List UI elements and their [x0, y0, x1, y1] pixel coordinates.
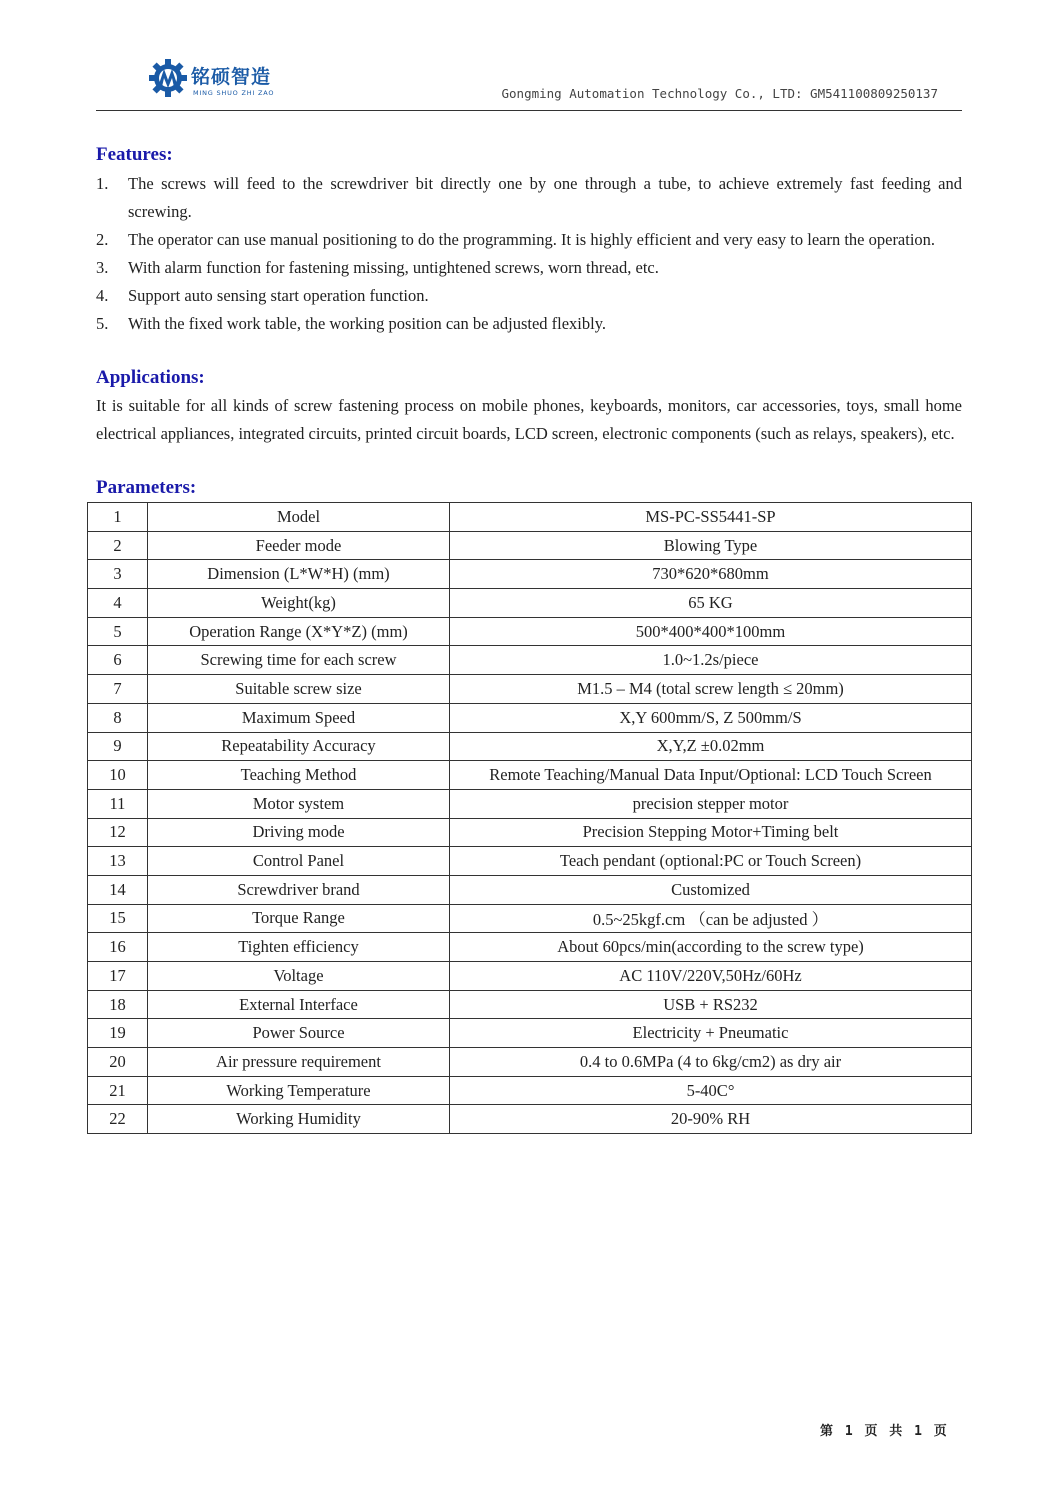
param-name-cell: Operation Range (X*Y*Z) (mm) — [148, 617, 450, 646]
param-number-cell: 5 — [88, 617, 148, 646]
param-number-cell: 13 — [88, 847, 148, 876]
param-name-cell: Air pressure requirement — [148, 1048, 450, 1077]
param-number-cell: 1 — [88, 503, 148, 532]
param-name-cell: External Interface — [148, 990, 450, 1019]
param-value-cell: 500*400*400*100mm — [450, 617, 972, 646]
table-row — [88, 818, 972, 847]
param-name-cell: Control Panel — [148, 847, 450, 876]
gear-logo-icon — [148, 58, 188, 98]
param-number-cell: 7 — [88, 675, 148, 704]
param-number-cell: 15 — [88, 904, 148, 933]
param-value-cell: AC 110V/220V,50Hz/60Hz — [450, 962, 972, 991]
feature-item — [96, 282, 962, 310]
param-value-cell: X,Y 600mm/S, Z 500mm/S — [450, 703, 972, 732]
param-number-cell: 14 — [88, 875, 148, 904]
parameters-heading: Parameters: — [96, 477, 197, 498]
param-name-cell: Working Temperature — [148, 1076, 450, 1105]
feature-number: 2. — [96, 230, 109, 249]
param-value-cell: precision stepper motor — [450, 789, 972, 818]
feature-number: 3. — [96, 258, 109, 277]
param-number-cell: 8 — [88, 703, 148, 732]
param-value-cell: Electricity + Pneumatic — [450, 1019, 972, 1048]
param-number-cell: 22 — [88, 1105, 148, 1134]
table-row — [88, 503, 972, 532]
table-row — [88, 703, 972, 732]
param-number-cell: 11 — [88, 789, 148, 818]
feature-item — [96, 254, 962, 282]
param-number-cell: 2 — [88, 531, 148, 560]
param-value-cell: MS-PC-SS5441-SP — [450, 503, 972, 532]
table-row — [88, 990, 972, 1019]
table-row — [88, 847, 972, 876]
logo-pinyin-name: MING SHUO ZHI ZAO — [193, 89, 275, 97]
table-row — [88, 789, 972, 818]
feature-text: The screws will feed to the screwdriver bit directly one by one through a tube, to achieve extremely fast feeding and screwing. — [128, 174, 962, 221]
param-name-cell: Tighten efficiency — [148, 933, 450, 962]
applications-heading: Applications: — [96, 367, 205, 388]
table-row — [88, 675, 972, 704]
param-name-cell: Voltage — [148, 962, 450, 991]
param-name-cell: Weight(kg) — [148, 589, 450, 618]
feature-number: 1. — [96, 174, 109, 193]
param-value-cell: 5-40C° — [450, 1076, 972, 1105]
table-row — [88, 732, 972, 761]
param-number-cell: 17 — [88, 962, 148, 991]
table-row — [88, 617, 972, 646]
param-value-cell: 730*620*680mm — [450, 560, 972, 589]
company-name: Gongming Automation Technology Co., LTD: GM541100809250137 — [501, 86, 938, 101]
feature-text: With the fixed work table, the working position can be adjusted flexibly. — [128, 314, 607, 333]
param-name-cell: Torque Range — [148, 904, 450, 933]
feature-text: The operator can use manual positioning to do the programming. It is highly efficient and very easy to learn the operation. — [128, 230, 936, 249]
param-value-cell: Precision Stepping Motor+Timing belt — [450, 818, 972, 847]
table-row — [88, 962, 972, 991]
applications-text: It is suitable for all kinds of screw fastening process on mobile phones, keyboards, monitors, car accessories, toys, small home electrical appliances, integrated circuits, printed circuit boards, LCD screen, electronic components (such as relays, speakers), etc. — [96, 396, 962, 443]
feature-item — [96, 226, 962, 254]
table-row — [88, 1019, 972, 1048]
table-row — [88, 1105, 972, 1134]
table-row — [88, 1048, 972, 1077]
table-row — [88, 1076, 972, 1105]
param-number-cell: 21 — [88, 1076, 148, 1105]
param-value-cell: X,Y,Z ±0.02mm — [450, 732, 972, 761]
feature-number: 5. — [96, 314, 109, 333]
param-name-cell: Screwing time for each screw — [148, 646, 450, 675]
param-value-cell: Remote Teaching/Manual Data Input/Optional: LCD Touch Screen — [450, 761, 972, 790]
param-number-cell: 6 — [88, 646, 148, 675]
table-row — [88, 875, 972, 904]
feature-text: With alarm function for fastening missing, untightened screws, worn thread, etc. — [128, 258, 659, 277]
param-value-cell: USB + RS232 — [450, 990, 972, 1019]
param-value-cell: 65 KG — [450, 589, 972, 618]
param-number-cell: 16 — [88, 933, 148, 962]
param-name-cell: Suitable screw size — [148, 675, 450, 704]
table-row — [88, 933, 972, 962]
param-number-cell: 4 — [88, 589, 148, 618]
logo-chinese-name: 铭硕智造 — [191, 66, 272, 88]
table-row — [88, 646, 972, 675]
param-name-cell: Driving mode — [148, 818, 450, 847]
param-value-cell: Customized — [450, 875, 972, 904]
param-value-cell: 0.4 to 0.6MPa (4 to 6kg/cm2) as dry air — [450, 1048, 972, 1077]
param-value-cell: M1.5 – M4 (total screw length ≤ 20mm) — [450, 675, 972, 704]
table-row — [88, 560, 972, 589]
param-name-cell: Model — [148, 503, 450, 532]
param-number-cell: 19 — [88, 1019, 148, 1048]
param-value-cell: 20-90% RH — [450, 1105, 972, 1134]
param-name-cell: Power Source — [148, 1019, 450, 1048]
param-value-cell: 0.5~25kgf.cm （can be adjusted ） — [450, 904, 972, 933]
param-name-cell: Working Humidity — [148, 1105, 450, 1134]
param-number-cell: 12 — [88, 818, 148, 847]
feature-number: 4. — [96, 286, 109, 305]
feature-text: Support auto sensing start operation function. — [128, 286, 429, 305]
param-number-cell: 3 — [88, 560, 148, 589]
features-list — [96, 170, 962, 338]
param-name-cell: Maximum Speed — [148, 703, 450, 732]
parameters-table — [87, 502, 972, 1134]
table-row — [88, 531, 972, 560]
table-row — [88, 761, 972, 790]
param-number-cell: 18 — [88, 990, 148, 1019]
page-header — [96, 52, 962, 111]
param-name-cell: Repeatability Accuracy — [148, 732, 450, 761]
param-value-cell: Teach pendant (optional:PC or Touch Screen) — [450, 847, 972, 876]
param-name-cell: Screwdriver brand — [148, 875, 450, 904]
param-name-cell: Motor system — [148, 789, 450, 818]
table-row — [88, 904, 972, 933]
param-value-cell: 1.0~1.2s/piece — [450, 646, 972, 675]
feature-item — [96, 310, 962, 338]
param-name-cell: Feeder mode — [148, 531, 450, 560]
table-row — [88, 589, 972, 618]
param-value-cell: Blowing Type — [450, 531, 972, 560]
param-number-cell: 20 — [88, 1048, 148, 1077]
param-number-cell: 10 — [88, 761, 148, 790]
param-value-cell: About 60pcs/min(according to the screw type) — [450, 933, 972, 962]
param-name-cell: Dimension (L*W*H) (mm) — [148, 560, 450, 589]
features-heading: Features: — [96, 144, 173, 165]
param-name-cell: Teaching Method — [148, 761, 450, 790]
page-number: 第 1 页 共 1 页 — [820, 1424, 949, 1439]
param-number-cell: 9 — [88, 732, 148, 761]
company-logo — [148, 58, 298, 102]
feature-item — [96, 170, 962, 226]
